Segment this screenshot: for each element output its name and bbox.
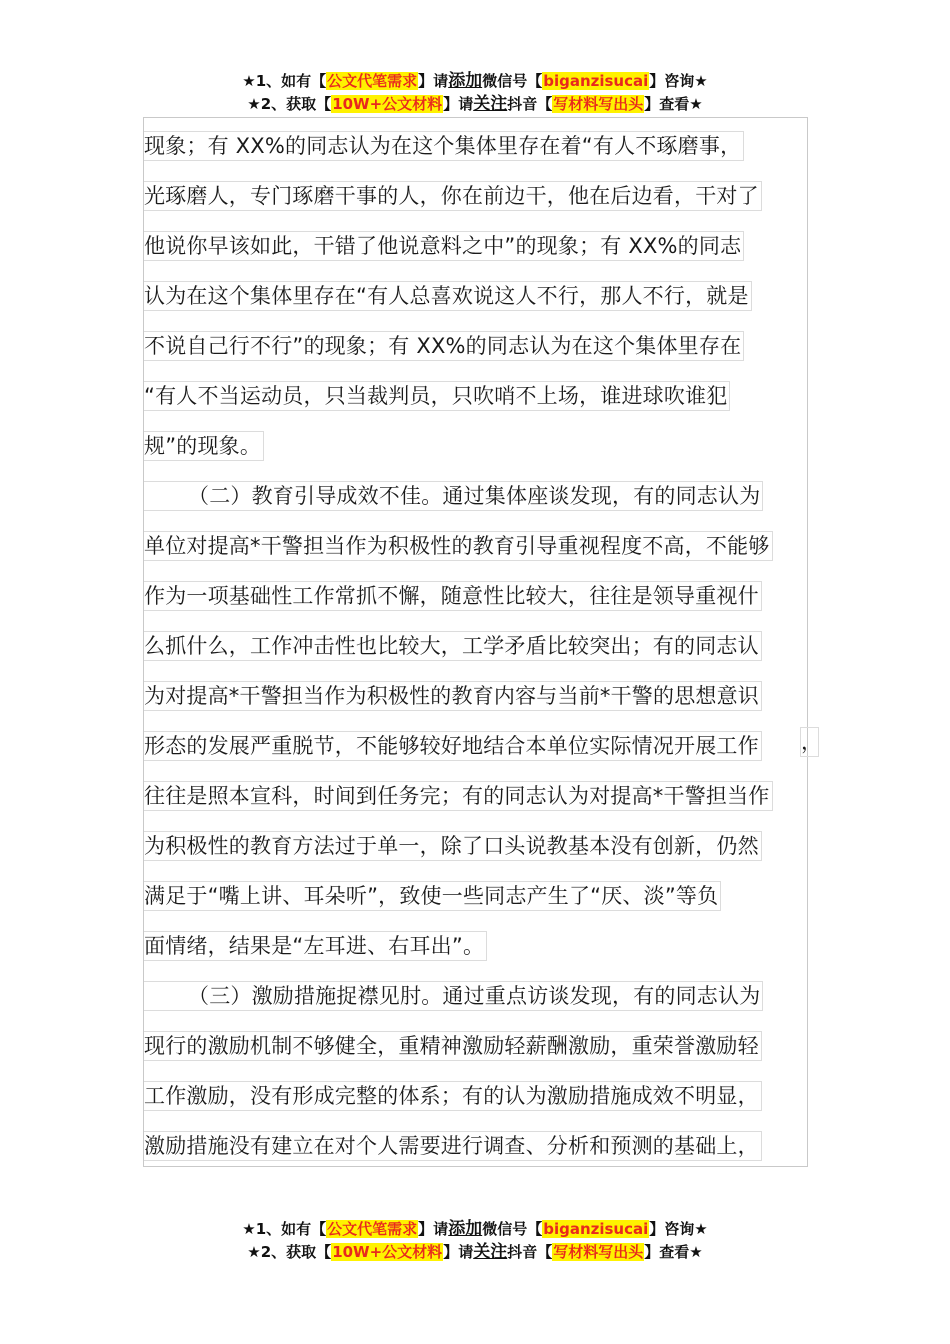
banner-highlight: 10W+公文材料 — [332, 1243, 443, 1261]
body-line: 激励措施没有建立在对个人需要进行调查、分析和预测的基础上， — [144, 1131, 762, 1161]
body-line: 现行的激励机制不够健全，重精神激励轻薪酬激励，重荣誉激励轻 — [144, 1031, 762, 1061]
paragraph-heading-3: （三）激励措施捉襟见肘。通过重点访谈发现，有的同志认为 — [144, 981, 763, 1011]
body-line: 现象；有 XX%的同志认为在这个集体里存在着“有人不琢磨事， — [144, 131, 744, 161]
body-line: 形态的发展严重脱节，不能够较好地结合本单位实际情况开展工作 — [144, 731, 762, 761]
banner-line-2: ★2、获取【10W+公文材料】请关注抖音【写材料写出头】查看★ — [247, 1242, 703, 1262]
body-line: “有人不当运动员，只当裁判员，只吹哨不上场，谁进球吹谁犯 — [144, 381, 730, 411]
body-line: 满足于“嘴上讲、耳朵听”，致使一些同志产生了“厌、淡”等负 — [144, 881, 721, 911]
banner-line-1: ★1、如有【公文代笔需求】请添加微信号【biganzisucai】咨询★ — [242, 71, 708, 91]
paragraph-heading-2: （二）教育引导成效不佳。通过集体座谈发现，有的同志认为 — [144, 481, 763, 511]
body-line: 单位对提高*干警担当作为积极性的教育引导重视程度不高，不能够 — [144, 531, 773, 561]
wechat-id: biganzisucai — [543, 1220, 649, 1238]
banner-line-2: ★2、获取【10W+公文材料】请关注抖音【写材料写出头】查看★ — [247, 94, 703, 114]
douyin-id: 写材料写出头 — [553, 1243, 644, 1261]
body-line: 认为在这个集体里存在“有人总喜欢说这人不行，那人不行，就是 — [144, 281, 752, 311]
banner-line-1: ★1、如有【公文代笔需求】请添加微信号【biganzisucai】咨询★ — [242, 1219, 708, 1239]
wechat-id: biganzisucai — [543, 72, 649, 90]
banner-highlight: 10W+公文材料 — [332, 95, 443, 113]
stray-comma: ， — [800, 727, 819, 757]
banner-highlight: 公文代笔需求 — [327, 1220, 418, 1238]
banner-highlight: 公文代笔需求 — [327, 72, 418, 90]
body-line: 光琢磨人，专门琢磨干事的人，你在前边干，他在后边看，干对了 — [144, 181, 762, 211]
body-line: 么抓什么，工作冲击性也比较大，工学矛盾比较突出；有的同志认 — [144, 631, 762, 661]
body-line: 不说自己行不行”的现象；有 XX%的同志认为在这个集体里存在 — [144, 331, 744, 361]
body-line: 工作激励，没有形成完整的体系；有的认为激励措施成效不明显， — [144, 1081, 762, 1111]
body-line: 往往是照本宣科，时间到任务完；有的同志认为对提高*干警担当作 — [144, 781, 773, 811]
body-line: 他说你早该如此，干错了他说意料之中”的现象；有 XX%的同志 — [144, 231, 744, 261]
body-line: 为对提高*干警担当作为积极性的教育内容与当前*干警的思想意识 — [144, 681, 762, 711]
body-line: 为积极性的教育方法过于单一，除了口头说教基本没有创新，仍然 — [144, 831, 762, 861]
body-line: 作为一项基础性工作常抓不懈，随意性比较大，往往是领导重视什 — [144, 581, 762, 611]
body-line: 面情绪，结果是“左耳进、右耳出”。 — [144, 931, 487, 961]
body-line: 规”的现象。 — [144, 431, 264, 461]
footer-banner — [0, 1218, 950, 1264]
douyin-id: 写材料写出头 — [553, 95, 644, 113]
header-banner — [0, 70, 950, 116]
